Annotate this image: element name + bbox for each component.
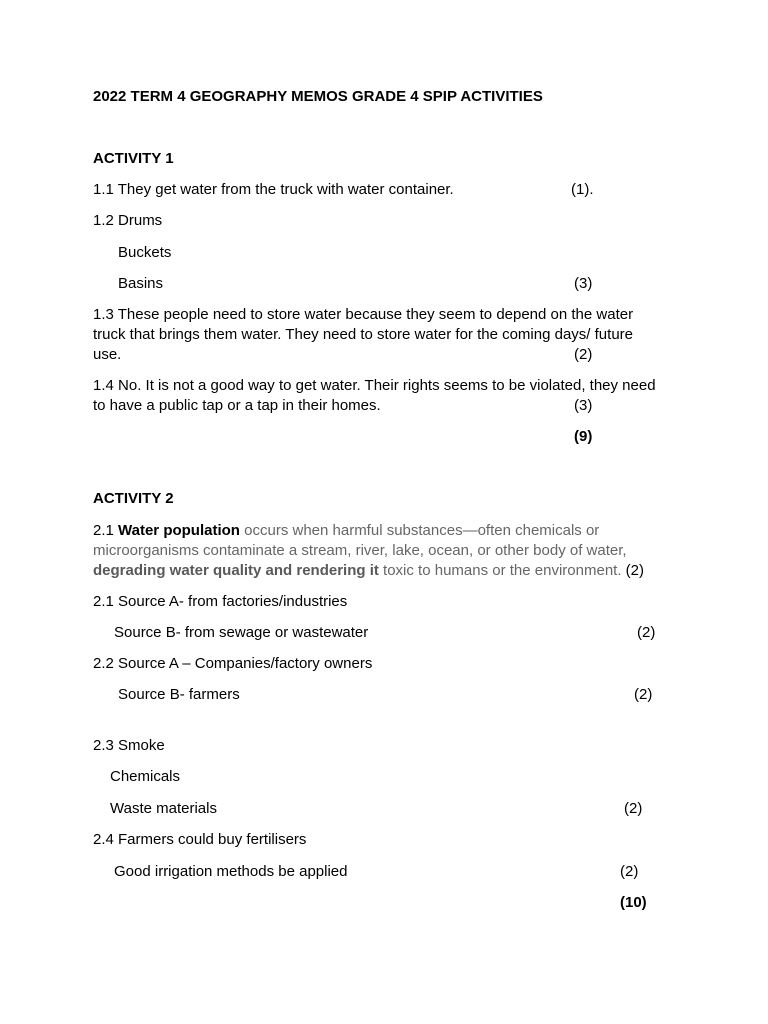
answer-2-1-definition-line-2: microorganisms contaminate a stream, river, lake, ocean, or other body of water, (93, 542, 627, 559)
answer-1-1: 1.1 They get water from the truck with water container. (93, 181, 454, 198)
definition-bold-text: degrading water quality and rendering it (93, 562, 379, 579)
mark-1-3: (2) (574, 346, 593, 363)
mark-2-3: (2) (624, 800, 643, 817)
answer-2-1-definition-line-3 (93, 562, 644, 580)
answer-1-3-line-2: truck that brings them water. They need to store water for the coming days/ future (93, 326, 633, 343)
answer-2-2-source-a: 2.2 Source A – Companies/factory owners (93, 655, 373, 672)
question-number: 2.1 (93, 522, 119, 539)
answer-2-1-definition-line-1 (93, 522, 599, 540)
answer-1-2-line-3: Basins (118, 275, 164, 292)
mark-2-1-sources: (2) (637, 624, 656, 641)
answer-1-4-line-2: to have a public tap or a tap in their homes. (93, 397, 381, 414)
activity-2-heading: ACTIVITY 2 (93, 490, 174, 507)
answer-2-4-line-1: 2.4 Farmers could buy fertilisers (93, 831, 307, 848)
activity-1-heading: ACTIVITY 1 (93, 150, 174, 167)
key-term: Water population (118, 522, 240, 539)
answer-1-3-line-1: 1.3 These people need to store water because they seem to depend on the water (93, 306, 634, 323)
activity-1-total: (9) (574, 428, 593, 445)
answer-1-3-line-3: use. (93, 346, 122, 363)
mark-1-1: (1). (571, 181, 594, 198)
answer-2-1-source-b: Source B- from sewage or wastewater (114, 624, 369, 641)
answer-2-1-source-a: 2.1 Source A- from factories/industries (93, 593, 348, 610)
document-title: 2022 TERM 4 GEOGRAPHY MEMOS GRADE 4 SPIP ACTIVITIES (93, 88, 543, 105)
answer-1-2-line-1: 1.2 Drums (93, 212, 163, 229)
answer-2-4-line-2: Good irrigation methods be applied (114, 863, 348, 880)
definition-text-end: toxic to humans or the environment. (378, 562, 622, 579)
answer-1-2-line-2: Buckets (118, 244, 172, 261)
answer-2-3-line-3: Waste materials (110, 800, 217, 817)
mark-1-2: (3) (574, 275, 593, 292)
answer-2-2-source-b: Source B- farmers (118, 686, 240, 703)
answer-1-4-line-1: 1.4 No. It is not a good way to get water. Their rights seems to be violated, they need (93, 377, 656, 394)
answer-2-3-line-2: Chemicals (110, 768, 181, 785)
mark-2-2: (2) (634, 686, 653, 703)
mark-2-1-definition: (2) (621, 562, 644, 579)
answer-2-3-line-1: 2.3 Smoke (93, 737, 165, 754)
activity-2-total: (10) (620, 894, 647, 911)
mark-1-4: (3) (574, 397, 593, 414)
definition-text: occurs when harmful substances—often chemicals or (239, 522, 600, 539)
mark-2-4: (2) (620, 863, 639, 880)
